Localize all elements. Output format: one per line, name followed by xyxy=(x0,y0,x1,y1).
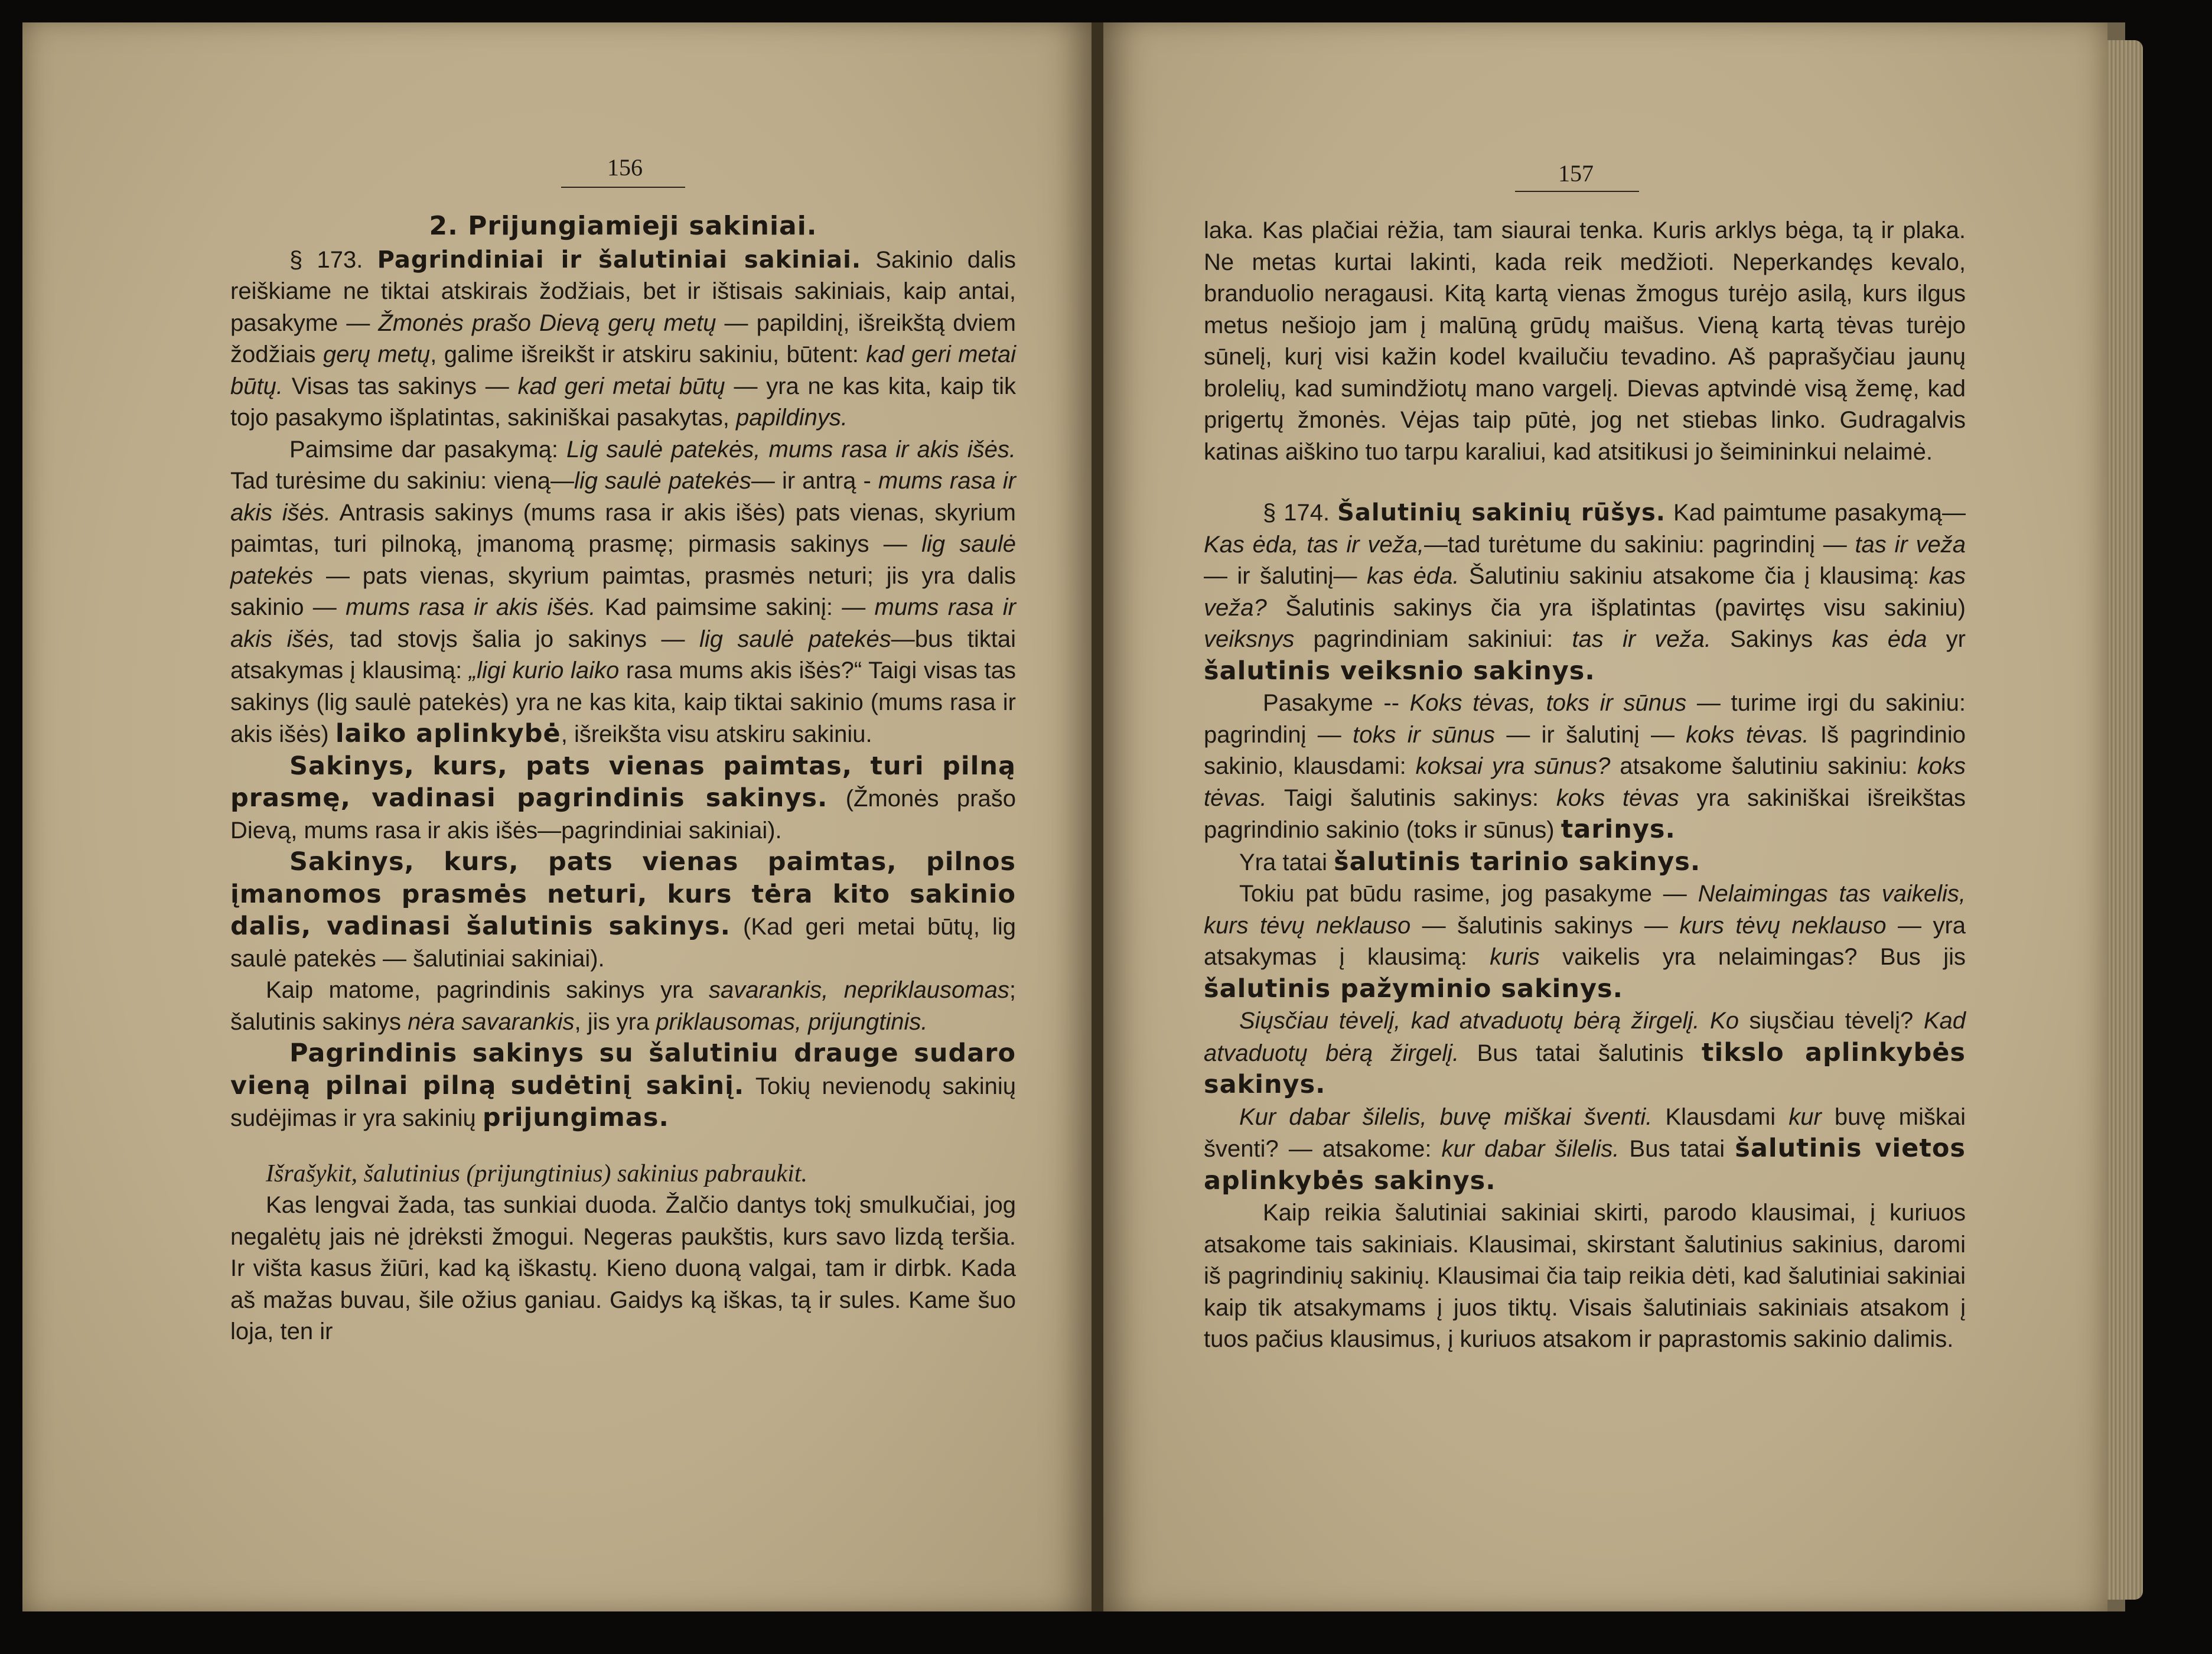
section-title: Pagrindiniai ir šalutiniai sakiniai. xyxy=(377,246,862,274)
paragraph: Yra tatai šalutinis tarinio sakinys. xyxy=(1239,846,1701,877)
definition-subordinate-clause: Sakinys, kurs, pats vienas paimtas, pilnos įmanomos prasmės neturi, kurs tėra kito sakinio dalis, vadinasi šalutinis sakinys. (Kad geri metai būtų, lig saulė patekės — šalutiniai sakiniai). xyxy=(230,847,1016,972)
right-page xyxy=(1103,22,2107,1611)
page-number: 157 xyxy=(1558,160,1594,187)
section-number: § 173. xyxy=(289,246,363,273)
paragraph-174: § 174. Šalutinių sakinių rūšys. Kad paimtume pasakymą—Kas ėda, tas ir veža,—tad turėtume du sakiniu: pagrindinį — tas ir veža — ir šalutinį— kas ėda. Šalutiniu sakiniu atsakome čia į klausimą: kas veža? Šalutinis sakinys čia yra išplatintas (pavirtęs visu sakiniu) veiksnys pagrindiniam sakiniui: tas ir veža. Sakinys kas ėda yr šalutinis veiksnio sakinys. xyxy=(1204,499,1966,686)
paragraph: Tokiu pat būdu rasime, jog pasakyme — Nelaimingas tas vaikelis, kurs tėvų neklauso — šalutinis sakinys — kurs tėvų neklauso — yra atsakymas į klausimą: kuris vaikelis yra nelaimingas? Bus jis šalutinis pažyminio sakinys. xyxy=(1204,881,1966,1004)
paragraph: Siųsčiau tėvelį, kad atvaduotų bėrą žirgelį. Ko siųsčiau tėvelį? Kad atvaduotų bėrą žirgelį. Bus tatai šalutinis tikslo aplinkybės sakinys. xyxy=(1204,1008,1966,1099)
definition-main-clause: Sakinys, kurs, pats vienas paimtas, turi pilną prasmę, vadinasi pagrindinis sakinys. (Žmonės prašo Dievą, mums rasa ir akis išės—pagrindiniai sakiniai). xyxy=(230,751,1016,844)
exercise-instruction: Išrašykit, šalutinius (prijungtinius) sakinius pabraukit. xyxy=(266,1160,808,1187)
paragraph: Kaip reikia šalutiniai sakiniai skirti, parodo klausimai, į kuriuos atsakome tais sakiniais. Klausimai, skirstant šalutinius sakinius, daromi iš pagrindinių sakinių. Klausimai čia taip reikia dėti, kad šalutiniai sakiniai kaip tik atsakymams į juos tiktų. Visais šalutiniais sakiniais atsakom į tuos pačius klausimus, į kuriuos atsakom ir paprastomis sakinio dalimis. xyxy=(1204,1200,1966,1352)
section-number: § 174. xyxy=(1263,500,1330,526)
section-title: Šalutinių sakinių rūšys. xyxy=(1337,499,1666,526)
paragraph: Paimsime dar pasakymą: Lig saulė patekės, mums rasa ir akis išės. Tad turėsime du sakiniu: vieną—lig saulė patekės— ir antrą - mums rasa ir akis išės. Antrasis sakinys (mums rasa ir akis išės) pats vienas, skyrium paimtas, turi pilnoką, įmanomą prasmę; pirmasis sakinys — lig saulė patekės — pats vienas, skyrium paimtas, prasmės neturi; jis yra dalis sakinio — mums rasa ir akis išės. Kad paimsime sakinį: — mums rasa ir akis išės, tad stovįs šalia jo sakinys — lig saulė patekės—bus tiktai atsakymas į klausimą: „ligi kurio laiko rasa mums akis išės?“ Taigi visas tas sakinys (lig saulė patekės) yra ne kas kita, kaip tiktai sakinio (mums rasa ir akis išės) laiko aplinkybė, išreikšta visu atskiru sakiniu. xyxy=(230,436,1017,748)
book-gutter xyxy=(1092,22,1103,1611)
paragraph: Pasakyme -- Koks tėvas, toks ir sūnus — turime irgi du sakiniu: pagrindinį — toks ir sūnus — ir šalutinį — koks tėvas. Iš pagrindinio sakinio, klausdami: koksai yra sūnus? atsakome šalutiniu sakiniu: koks tėvas. Taigi šalutinis sakinys: koks tėvas yra sakiniškai išreikštas pagrindinio sakinio (toks ir sūnus) tarinys. xyxy=(1204,690,1966,844)
page-edges xyxy=(2107,40,2143,1600)
paragraph: Kaip matome, pagrindinis sakinys yra savarankis, nepriklausomas; šalutinis sakinys nėra savarankis, jis yra priklausomas, prijungtinis. xyxy=(230,977,1016,1035)
right-page-body xyxy=(1204,215,1966,1356)
chapter-heading: 2. Prijungiamieji sakiniai. xyxy=(429,211,817,241)
page-number-rule xyxy=(561,187,685,188)
left-page xyxy=(22,22,1092,1611)
open-book xyxy=(22,22,2125,1611)
paragraph: Kur dabar šilelis, buvę miškai šventi. Klausdami kur buvę miškai šventi? — atsakome: kur dabar šilelis. Bus tatai šalutinis vietos aplinkybės sakinys. xyxy=(1204,1103,1966,1196)
page-number-rule xyxy=(1515,191,1639,192)
exercise-sentences: Kas lengvai žada, tas sunkiai duoda. Žalčio dantys tokį smulkučiai, jog negalėtų jais nė įdrėksti žmogui. Negeras paukštis, kurs savo lizdą teršia. Ir višta kasus žiūri, kad ką iškastų. Kieno duoną valgai, tam ir dirbk. Kada aš mažas buvau, šile ožius ganiau. Gaidys ką iškas, tą ir sules. Kame šuo loja, ten ir xyxy=(230,1192,1016,1344)
paragraph-173: § 173. Pagrindiniai ir šalutiniai sakiniai. Sakinio dalis reiškiame ne tiktai atskirais žodžiais, bet ir ištisais sakiniais, kaip antai, pasakyme — Žmonės prašo Dievą gerų metų — papildinį, išreikštą dviem žodžiais gerų metų, galime išreikšt ir atskiru sakiniu, būtent: kad geri metai būtų. Visas tas sakinys — kad geri metai būtų — yra ne kas kita, kaip tik tojo pasakymo išplatintas, sakiniškai pasakytas, papildinys. xyxy=(230,246,1016,431)
left-page-body xyxy=(230,210,1016,1348)
definition-complex-sentence: Pagrindinis sakinys su šalutiniu drauge sudaro vieną pilnai pilną sudėtinį sakinį. Tokių nevienodų sakinių sudėjimas ir yra sakinių prijungimas. xyxy=(230,1038,1017,1132)
exercise-sentences-continued: laka. Kas plačiai rėžia, tam siaurai tenka. Kuris arklys bėga, tą ir plaka. Ne metas kurtai lakinti, kada reik medžioti. Neperkandęs kevalo, branduolio neragausi. Kitą kartą vienas žmogus turėjo asilą, kurs ilgus metus nešiojo jam į malūną grūdų maišus. Vieną kartą tėvas turėjo sūnelį, kurį visi kažin kodel kvailučiu tevadino. Aš paprašyčiau jaunų brolelių, kad sumindžiotų mano vargelį. Dievas aptvindė visą žemę, kad prigertų žmonės. Vėjas taip pūtė, jog net stiebas linko. Gudragalvis katinas aiškino tuo tarpu karaliui, kad atsitikusi jo šeimininkui nelaimė. xyxy=(1204,217,1966,465)
page-number: 156 xyxy=(607,154,643,181)
